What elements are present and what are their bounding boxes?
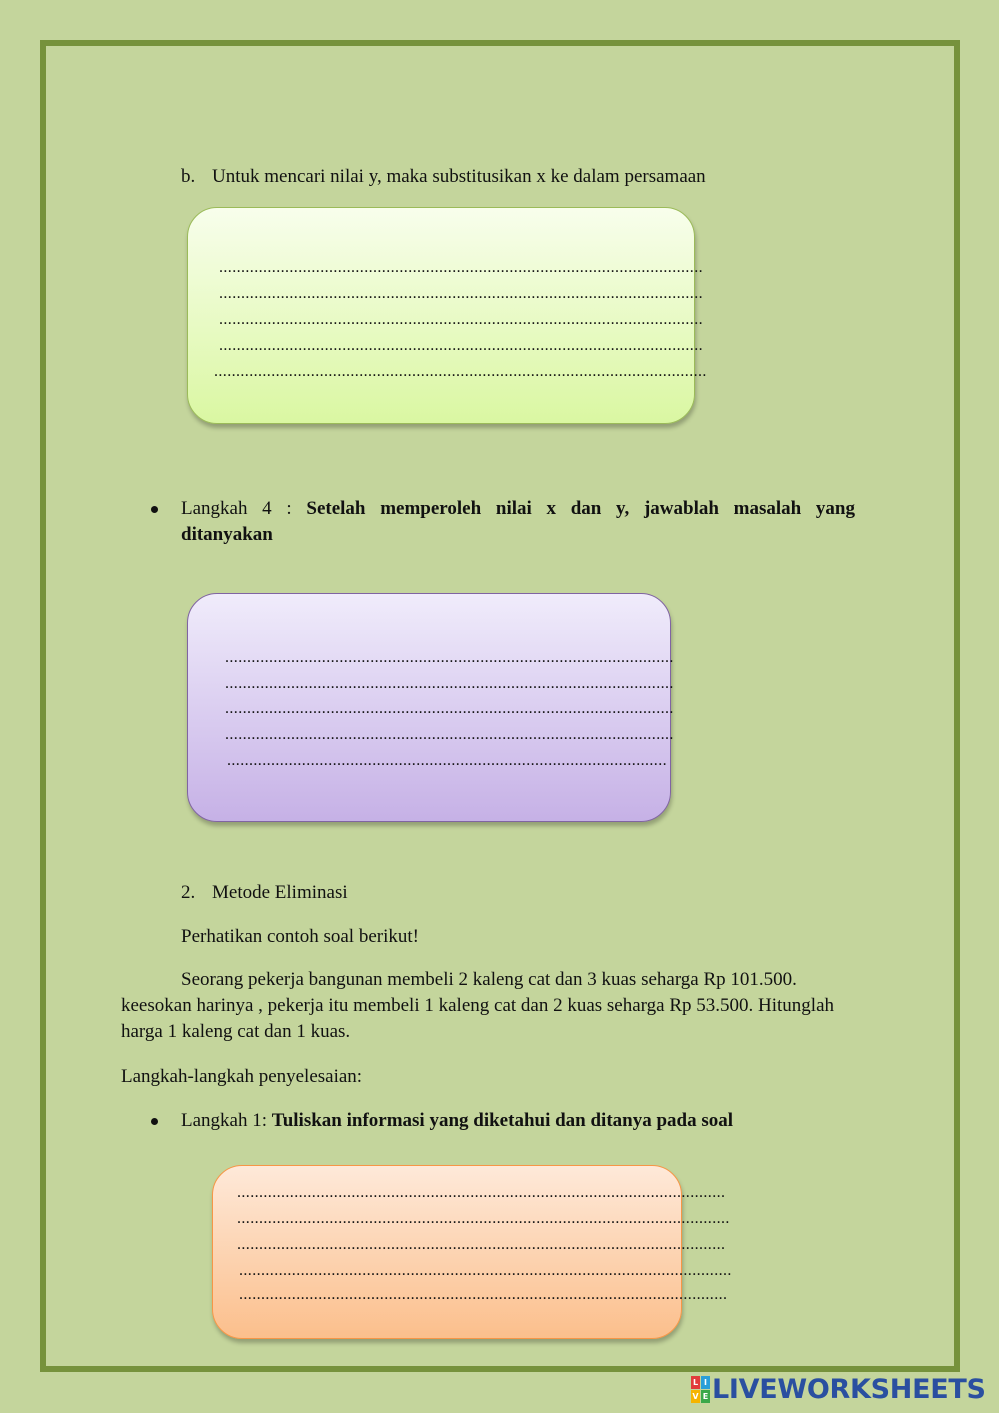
step4-line2 (181, 522, 273, 548)
answer-line[interactable]: ................................................................................................................ (214, 363, 707, 380)
bullet-icon (151, 506, 158, 513)
answer-line[interactable]: .............................................................................................................. (219, 311, 703, 328)
answer-line[interactable]: ................................................................................................................ (237, 1210, 730, 1227)
logo-letter: L (692, 1378, 699, 1387)
logo-text: LIVEWORKSHEETS (712, 1373, 986, 1405)
answer-line[interactable]: .............................................................................................................. (219, 259, 703, 276)
step4-label: Langkah 4 : (181, 498, 307, 519)
answer-line[interactable]: .................................................................................................... (227, 752, 667, 769)
problem-line-2: keesokan harinya , pekerja itu membeli 1 kaleng cat dan 2 kuas seharga Rp 53.500. Hitunglah (121, 995, 835, 1016)
answer-line[interactable]: .............................................................................................................. (219, 337, 703, 354)
step-b-marker: b. (181, 166, 196, 187)
instruction-text: Perhatikan contoh soal berikut! (181, 926, 419, 947)
bullet-icon (151, 1118, 158, 1125)
answer-line[interactable]: ...................................................................................................... (225, 726, 674, 743)
steps-heading: Langkah-langkah penyelesaian: (121, 1066, 363, 1087)
problem-line-1: Seorang pekerja bangunan membeli 2 kaleng cat dan 3 kuas seharga Rp 101.500. (181, 969, 797, 990)
answer-line[interactable]: ............................................................................................................... (237, 1184, 726, 1201)
logo-letter: V (692, 1392, 699, 1401)
step1-bold: Tuliskan informasi yang diketahui dan ditanya pada soal (271, 1110, 734, 1131)
live-logo-icon (691, 1376, 709, 1402)
section2-title: Metode Eliminasi (212, 882, 348, 903)
answer-line[interactable]: ...................................................................................................... (225, 649, 674, 666)
section2-marker: 2. (181, 882, 196, 903)
answer-line[interactable]: ...................................................................................................... (225, 700, 674, 717)
step1-label: Langkah 1: (181, 1110, 272, 1131)
step4-bold-line1: Setelah memperoleh nilai x dan y, jawablah masalah yang (306, 498, 855, 519)
logo-letter: I (701, 1376, 710, 1389)
step4-line1 (181, 496, 855, 522)
answer-line[interactable]: .............................................................................................................. (219, 285, 703, 302)
answer-line[interactable]: ...................................................................................................... (225, 675, 674, 692)
step1-line (181, 1108, 733, 1134)
answer-line[interactable]: ............................................................................................................... (237, 1236, 726, 1253)
answer-line[interactable]: ............................................................................................................... (239, 1286, 728, 1303)
step-b-text: Untuk mencari nilai y, maka substitusikan x ke dalam persamaan (212, 166, 706, 187)
logo-letter: E (702, 1392, 709, 1401)
answer-line[interactable]: ................................................................................................................ (239, 1262, 732, 1279)
step4-bold-line2: ditanyakan (181, 524, 273, 545)
liveworksheets-logo (691, 1374, 986, 1404)
problem-line-3: harga 1 kaleng cat dan 1 kuas. (121, 1021, 351, 1042)
